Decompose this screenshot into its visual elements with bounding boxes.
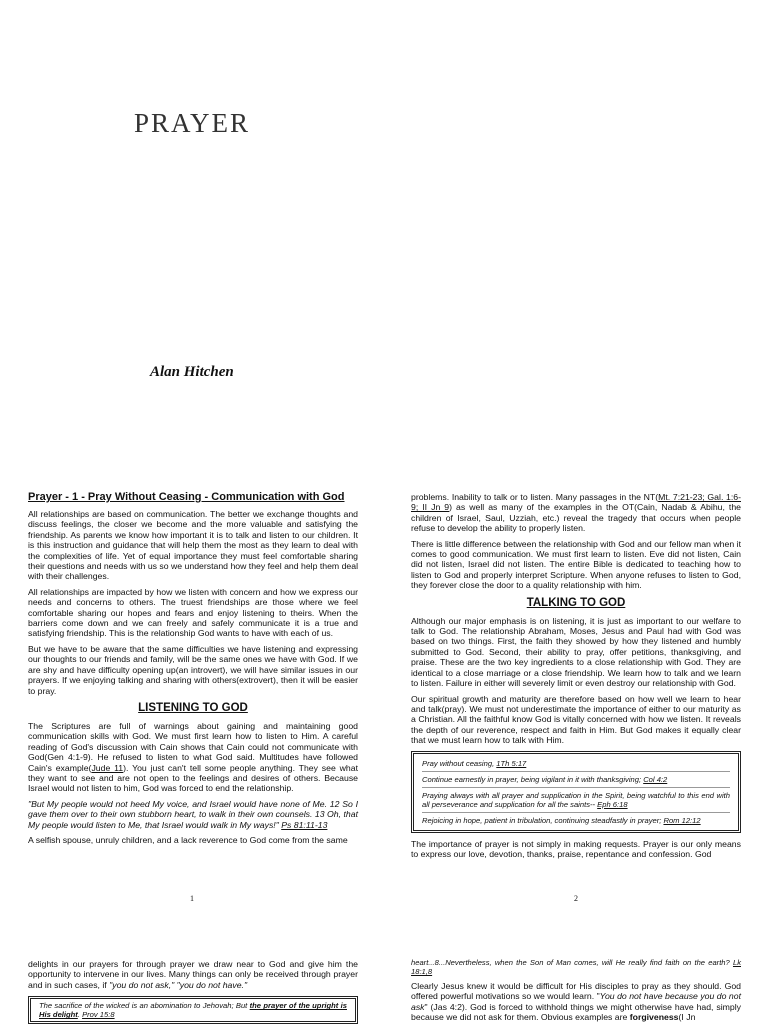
cover-title: PRAYER [134,108,251,138]
page-4-column [411,958,741,1028]
page-number: 2 [574,894,578,903]
scripture-link[interactable]: Jude 11 [91,762,124,773]
scripture-box-item [422,756,730,772]
scripture-link[interactable]: Lk 18:1,8 [411,958,741,976]
scripture-link[interactable]: Col 4:2 [643,774,668,784]
page-1-column [28,491,358,850]
scripture-box [411,751,741,833]
paragraph [28,721,358,794]
quote-text: "But My people would not heed My voice, and Israel would have none of Me. 12 So I gave them over to their own stubborn heart, to walk in their own counsels. 13 Oh, that My people would listen to Me, that Israel would walk in My ways!" [28,798,358,830]
scripture-link[interactable]: Eph 6:18 [597,799,628,809]
text-span: ) as well as many of the examples in the OT(Cain, Nadab & Abihu, the children of Israel, Saul, Uzziah, etc.) reveal the tragedy that occurs when people refuse to develop the ability to properly listen. [411,502,741,534]
paragraph: The importance of prayer is not simply in making requests. Prayer is our only means to express our love, devotion, thanks, praise, repentance and confession. God [411,838,741,859]
section-heading-listening: LISTENING TO GOD [138,701,248,714]
emphasis-text: the prayer of the upright is His delight [39,1001,347,1020]
scripture-link[interactable]: Prov 15:8 [82,1010,115,1020]
scripture-box-item [422,772,730,788]
paragraph [28,959,358,990]
text-span: Clearly Jesus knew it would be difficult for His disciples to pray as they should. God offered powerful motivations so we would learn. " [411,981,741,1002]
paragraph: A selfish spouse, unruly children, and a lack reverence to God come from the same [28,834,348,845]
scripture-box-item [422,788,730,813]
verse-text: The sacrifice of the wicked is an abomination to Jehovah; But [39,1001,250,1011]
scripture-quote [28,799,358,830]
page-3-column [28,959,358,1024]
verse-text: Praying always with all prayer and supplication in the Spirit, being watchful to this end with all perseverance and supplication for all the saints-- [422,790,730,809]
text-span: (I Jn [678,1012,696,1023]
paragraph [411,492,741,534]
paragraph: Although our major emphasis is on listening, it is just as important to our welfare to talk to God. The relationship Abraham, Moses, Jesus and Paul had with God was based on two things. First, the faith they showed by how they listened and humbly submitted to God. Second, their ability to pray, offer petitions, thanksgiving, and praise. These are the two key ingredients to a close relationship with God. They are identical to a close marriage or a close friendship. We learn how to talk and we learn to listen. Failure in either will severely limit or even destroy our relationship with God. [411,615,741,689]
paragraph: All relationships are impacted by how we listen with concern and how we express our needs and concerns to others. The truest friendships are those where we feel comfortable sharing our hopes and fears and enjoy listening to theirs. When the barriers come down and we can freely and safely communicate it is a true and satisfying friendship. This is the relationship God wants to have with each of us. [28,586,358,639]
scripture-box-item [422,813,730,828]
scripture-quote [411,958,741,976]
page-number: 1 [190,894,194,903]
quote-text: heart...8...Nevertheless, when the Son of Man comes, will He really find faith on the earth? [411,958,733,967]
paragraph [411,981,741,1023]
text-span: ). You just can't tell some people anything. They see what they want to see and are not open to the feelings and desires of others. Because Israel would not listen to him, God was forced to end the relationship. [28,762,358,794]
text-span: delights in our prayers for through prayer we draw near to God and give him the opportunity to intervene in our lives. Many things can only be received through prayer and in such cases, if [28,959,358,990]
paragraph: All relationships are based on communication. The better we exchange thoughts and discuss feelings, the closer we become and the more valuable and satisfying the friendship. As parents we know how important it is to talk and listen to our children. It is this instruction and guidance that will help them the most as they learn to deal with the complexities of life. Yet of equal importance they must feel comfortable sharing their questions and needs with us so we understand how they feel and help them deal with their challenges. [28,509,358,582]
cover-author: Alan Hitchen [150,364,234,380]
bold-text: forgiveness [629,1012,679,1023]
scripture-link[interactable]: 1Th 5:17 [496,758,527,768]
text-span: problems. Inability to talk or to listen. Many passages in the NT( [411,492,659,502]
section-heading-talking: TALKING TO GOD [526,596,626,609]
verse-text: Continue earnestly in prayer, being vigilant in it with thanksgiving; [422,774,644,784]
verse-text: Rejoicing in hope, patient in tribulation, continuing steadfastly in prayer; [422,815,664,825]
scripture-link[interactable]: Rom 12:12 [663,815,701,825]
paragraph: Our spiritual growth and maturity are therefore based on how well we learn to hear and talk(pray). We must not underestimate the importance of either to our maturity as a Christian. All the faithful know God is vitally concerned with how we listen. It reveals the depth of our reverence, respect and faith in Him. But God makes it equally clear that we must learn how to talk with Him. [411,693,741,746]
scripture-link[interactable]: Mt. 7:21-23; Gal. 1:6-9; II Jn 9 [411,492,741,513]
italic-text: You do not have because you do not ask [411,991,741,1012]
verse-text: Pray without ceasing, [422,758,497,768]
paragraph: There is little difference between the relationship with God and our fellow man when it comes to good communication. We must first learn to listen. Eve did not listen, Cain did not listen, Israel did not listen. The entire Bible is dedicated to teaching how to listen to God and properly interpret Scripture. When anyone refuses to listen to God, they forever close the door to a quality relationship with him. [411,538,741,591]
text-span: " (Jas 4:2). God is forced to withhold things we might otherwise have had, simply because we did not ask for them. Obvious examples are [411,1001,741,1023]
page-2-column [411,492,741,864]
text-span: The Scriptures are full of warnings about gaining and maintaining good communication skills with God. We must first learn how to listen to Him. A careful reading of God's discussion with Cain shows that Cain could not communicate with God(Gen 4:1-9). He refused to listen to what God said. Multitudes have followed Cain's example( [28,720,358,773]
scripture-box: The sacrifice of the wicked is an abomination to Jehovah; But the prayer of the upright is His delight. Prov 15:8 [28,996,358,1024]
scripture-link[interactable]: Ps 81:11-13 [281,819,328,830]
paragraph: But we have to be aware that the same difficulties we have listening and expressing our thoughts to our friends and family, will be the same ones we have with God. If we are shy and have difficulty opening up(an introvert), we will have similar issues in our prayers. If we enjoying talking and sharing with others(extrovert), then it will be easier to pray. [28,643,358,696]
italic-text: "you do not ask," "you do not have." [109,979,248,990]
page-1-heading: Prayer - 1 - Pray Without Ceasing - Communication with God [28,491,345,503]
